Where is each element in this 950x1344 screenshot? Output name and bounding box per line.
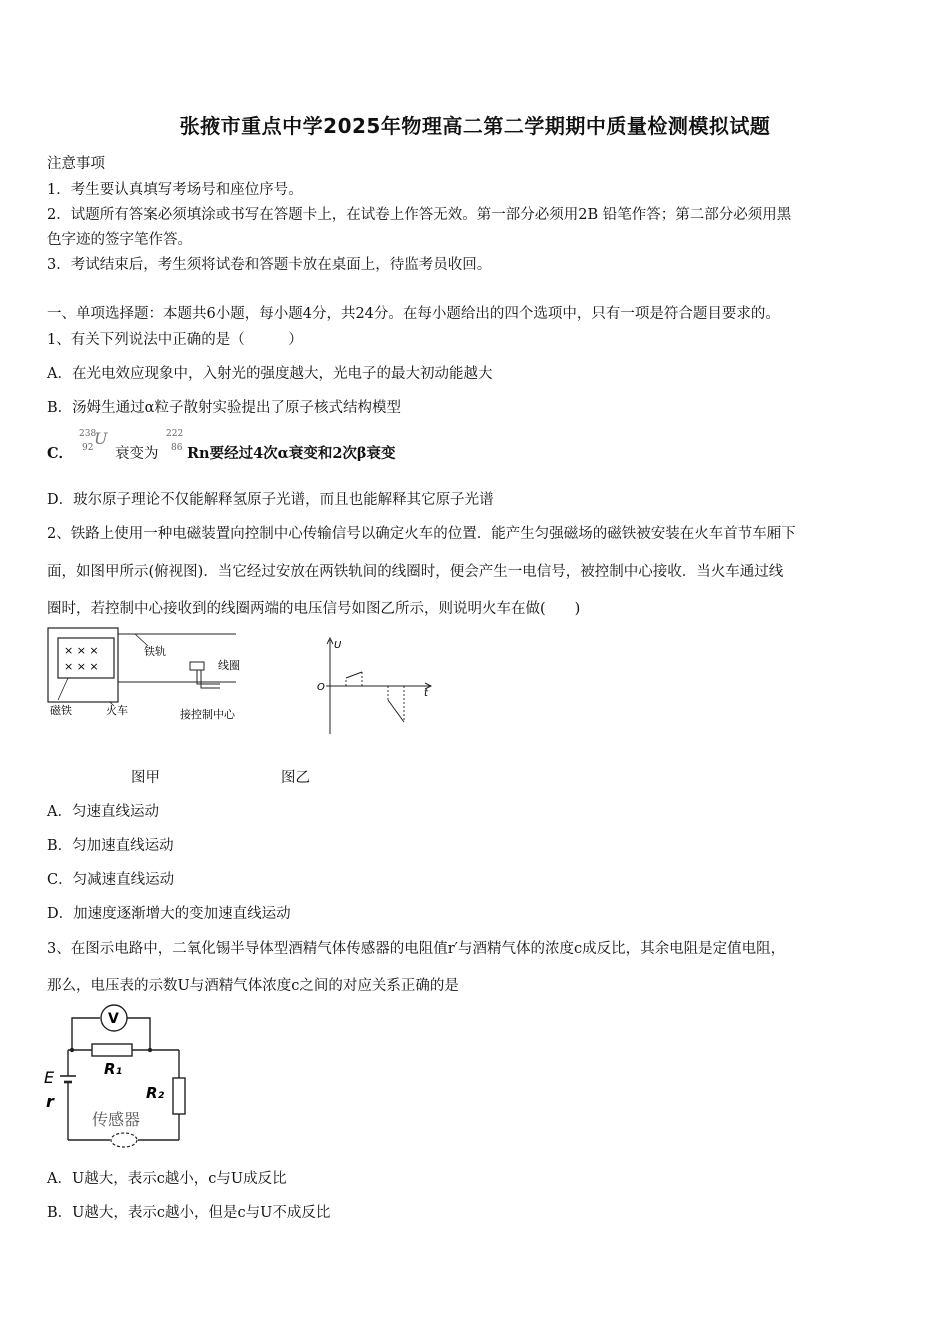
question-1-option-a[interactable]: A．在光电效应现象中，入射光的强度越大，光电子的最大初动能越大	[47, 366, 493, 382]
option-c-label: C．	[47, 445, 74, 462]
notice-item: 1．考生要认真填写考场号和座位序号。	[47, 182, 303, 198]
question-1-option-b[interactable]: B．汤姆生通过α粒子散射实验提出了原子核式结构模型	[47, 400, 401, 416]
radon-mass-number: 222	[166, 429, 184, 439]
control-center-label: 接控制中心	[180, 708, 235, 721]
uranium-atomic-number: 92	[82, 443, 94, 453]
question-2-option-d[interactable]: D．加速度逐渐增大的变加速直线运动	[47, 906, 291, 922]
emf-label: E	[44, 1068, 55, 1087]
uranium-mass-number: 238	[79, 429, 97, 439]
figure-a-diagram	[40, 622, 270, 732]
uranium-symbol: U	[94, 429, 108, 448]
decay-text: 衰变为	[115, 446, 159, 462]
r1-label: R₁	[104, 1060, 123, 1078]
notice-item: 2．试题所有答案必须填涂或书写在答题卡上，在试卷上作答无效。第一部分必须用2B 铅笔作答；第二部分必须用黑	[47, 207, 792, 223]
r2-label: R₂	[146, 1084, 165, 1102]
magnet-field-cross: × × ×	[64, 644, 99, 657]
notice-item: 色字迹的签字笔作答。	[47, 232, 192, 248]
question-1-option-d[interactable]: D．玻尔原子理论不仅能解释氢原子光谱，而且也能解释其它原子光谱	[47, 492, 494, 508]
t-axis-label: t	[424, 688, 428, 699]
magnet-label: 磁铁	[50, 704, 72, 717]
question-1-option-c[interactable]	[47, 428, 467, 462]
question-3-option-b[interactable]: B．U越大，表示c越小，但是c与U不成反比	[47, 1205, 331, 1221]
figure-b-caption: 图乙	[281, 770, 310, 786]
radon-atomic-number: 86	[171, 443, 183, 453]
coil-label: 线圈	[218, 659, 240, 672]
question-2-option-a[interactable]: A．匀速直线运动	[47, 804, 159, 820]
question-2-option-b[interactable]: B．匀加速直线运动	[47, 838, 174, 854]
sensor-label: 传感器	[92, 1110, 141, 1129]
origin-label: O	[317, 682, 325, 693]
circuit-diagram	[42, 1000, 202, 1150]
u-axis-label: U	[334, 640, 342, 651]
question-3-stem-line: 那么，电压表的示数U与酒精气体浓度c之间的对应关系正确的是	[47, 978, 459, 994]
page-title: 张掖市重点中学2025年物理高二第二学期期中质量检测模拟试题	[179, 114, 771, 138]
question-2-stem-line: 面，如图甲所示(俯视图)．当它经过安放在两铁轨间的线圈时，便会产生一电信号，被控制中心接收．当火车通过线	[47, 564, 784, 580]
notice-heading: 注意事项	[47, 156, 105, 172]
train-label: 火车	[106, 704, 128, 717]
question-2-option-c[interactable]: C．匀减速直线运动	[47, 872, 175, 888]
question-2-stem-line: 圈时，若控制中心接收到的线圈两端的电压信号如图乙所示，则说明火车在做( )	[47, 601, 581, 617]
figure-a-caption: 图甲	[131, 770, 160, 786]
voltmeter-label: V	[108, 1011, 119, 1027]
question-3-option-a[interactable]: A．U越大，表示c越小，c与U成反比	[47, 1171, 287, 1187]
question-2-stem-line: 2、铁路上使用一种电磁装置向控制中心传输信号以确定火车的位置．能产生匀强磁场的磁铁被安装在火车首节车厢下	[47, 526, 796, 542]
question-1-stem: 1、有关下列说法中正确的是（ ）	[47, 332, 303, 348]
notice-item: 3．考试结束后，考生须将试卷和答题卡放在桌面上，待监考员收回。	[47, 257, 492, 273]
question-3-stem-line: 3、在图示电路中，二氧化锡半导体型酒精气体传感器的电阻值r′与酒精气体的浓度c成反比，其余电阻是定值电阻，	[47, 941, 786, 957]
rail-label: 铁轨	[144, 645, 166, 658]
decay-result-text: Rn要经过4次α衰变和2次β衰变	[187, 445, 396, 462]
figure-b-voltage-graph	[312, 634, 437, 736]
internal-resistance-label: r	[46, 1092, 54, 1111]
magnet-field-cross: × × ×	[64, 660, 99, 673]
section-header: 一、单项选择题：本题共6小题，每小题4分，共24分。在每小题给出的四个选项中，只有一项是符合题目要求的。	[47, 306, 780, 322]
